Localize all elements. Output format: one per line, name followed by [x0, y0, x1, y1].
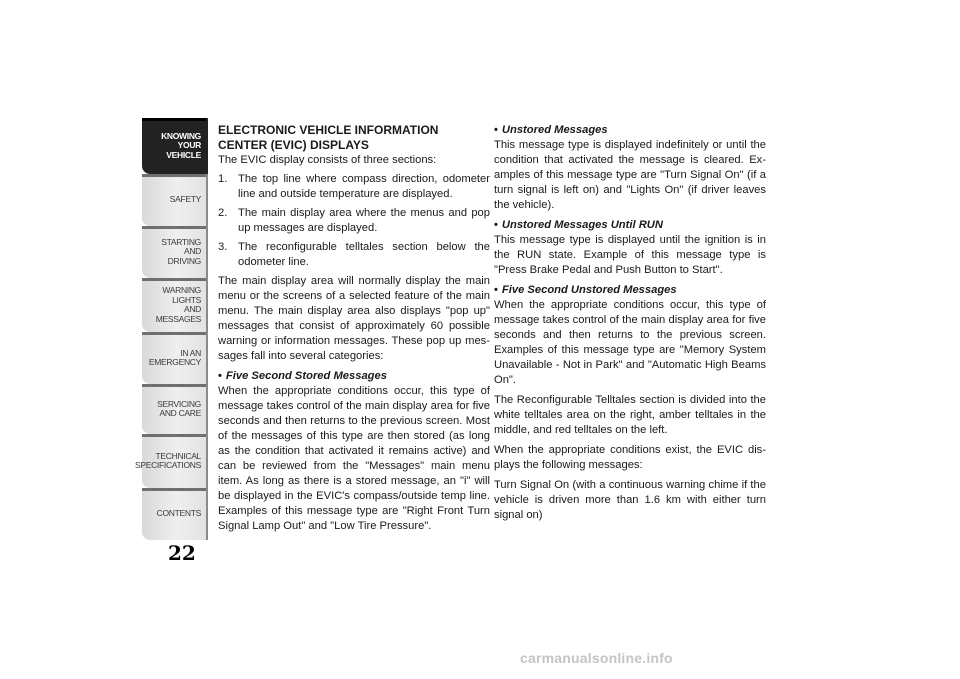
body-paragraph: When the appropriate conditions exist, the EVIC dis-plays the following messages: [494, 444, 766, 471]
bullet-dot: • [494, 124, 498, 136]
tab-warning-lights-and-messages[interactable] [142, 278, 208, 332]
section-tab-strip [134, 118, 210, 538]
list-number: 3. [218, 241, 228, 253]
bullet-heading [494, 283, 766, 298]
list-item [218, 172, 490, 202]
list-number: 1. [218, 173, 228, 185]
left-column [218, 123, 490, 539]
tab-label: SAFETY [169, 194, 201, 205]
list-item [218, 206, 490, 236]
tab-technical-specifications[interactable] [134, 434, 208, 488]
tab-in-an-emergency[interactable] [142, 332, 208, 384]
body-paragraph: Turn Signal On (with a continuous warning chime if the vehicle is driven more than 1.6 km with either turn signal on) [494, 479, 766, 521]
list-text: The top line where compass direction, odometer line and outside temperature are displayed. [238, 173, 490, 200]
list-text: The main display area where the menus and pop up messages are displayed. [238, 207, 490, 234]
watermark: carmanualsonline.info [520, 650, 673, 666]
tab-starting-and-driving[interactable] [142, 226, 208, 278]
tab-label: WARNING LIGHTS AND MESSAGES [155, 285, 201, 324]
tab-label: SERVICING AND CARE [157, 398, 201, 418]
tab-label: CONTENTS [156, 508, 201, 519]
tab-servicing-and-care[interactable] [142, 384, 208, 434]
sections-list [218, 172, 490, 270]
list-text: The reconfigurable telltales section below the odometer line. [238, 241, 490, 268]
body-paragraph: The Reconfigurable Telltales section is divided into the white telltales area on the right, amber telltales in the middle, and red telltales on the left. [494, 394, 766, 436]
bullet-heading [494, 123, 766, 138]
bullet-title-text: Five Second Unstored Messages [501, 284, 677, 296]
list-number: 2. [218, 207, 228, 219]
tab-label: STARTING AND DRIVING [161, 236, 201, 266]
tab-safety[interactable] [142, 174, 208, 226]
tab-label: KNOWING YOUR VEHICLE [161, 130, 201, 160]
tab-knowing-your-vehicle[interactable] [142, 118, 208, 174]
bullet-paragraph: This message type is displayed until the ignition is in the RUN state. Example of this message type is "Press Brake Pedal and Push Button to Start". [494, 234, 766, 276]
tab-contents[interactable] [142, 488, 208, 540]
page-number: 22 [168, 541, 196, 565]
heading-line-1: ELECTRONIC VEHICLE INFORMATION [218, 123, 439, 137]
bullet-heading [218, 369, 490, 384]
bullet-paragraph: When the appropriate conditions occur, this type of message takes control of the main display area for five seconds and then returns to the previous screen. Most of the messages of this type are then stored (as long as the condition that activated it remains active) and can be reviewed from the "Messages" main menu item. As long as there is a stored message, an "i" will be displayed in the EVIC's compass/outside temp line. Examples of this message type are "Right Front Turn Signal Lamp Out" and "Low Tire Pressure". [218, 385, 490, 532]
bullet-paragraph: This message type is displayed indefinitely or until the condition that activated the message is cleared. Ex-amples of this message type are "Turn Signal On" (if a turn signal is left on) and "Lights On" (if driver leaves the vehicle). [494, 139, 766, 211]
bullet-dot: • [218, 370, 222, 382]
bullet-title-text: Five Second Stored Messages [225, 370, 387, 382]
section-heading [218, 123, 490, 152]
bullet-dot: • [494, 219, 498, 231]
body-paragraph: The main display area will normally display the main menu or the screens of a selected feature of the main menu. The main display area also displays "pop up" messages that consist of approximately 60 possible warning or information messages. These pop up mes-sages fall into several categories: [218, 275, 490, 362]
bullet-title-text: Unstored Messages [501, 124, 608, 136]
right-column [494, 123, 766, 528]
heading-line-2: CENTER (EVIC) DISPLAYS [218, 137, 369, 152]
tab-label: IN AN EMERGENCY [148, 347, 201, 367]
intro-text: The EVIC display consists of three sections: [218, 154, 437, 166]
tab-label: TECHNICAL SPECIFICATIONS [134, 450, 201, 470]
bullet-title-text: Unstored Messages Until RUN [501, 219, 663, 231]
bullet-dot: • [494, 284, 498, 296]
bullet-paragraph: When the appropriate conditions occur, this type of message takes control of the main display area for five seconds and then returns to the previous screen. Examples of this message type are "Memory System Unavailable - Not in Park" and "Automatic High Beams On". [494, 299, 766, 386]
list-item [218, 240, 490, 270]
bullet-heading [494, 218, 766, 233]
